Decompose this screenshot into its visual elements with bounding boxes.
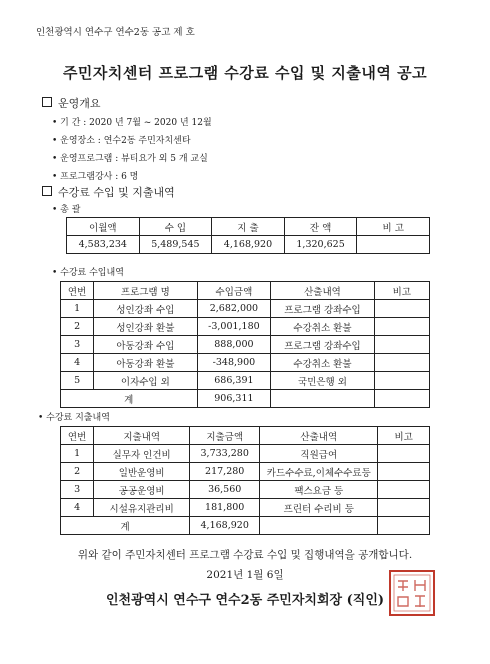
table-cell <box>378 463 430 481</box>
table-cell: 프로그램 강좌수입 <box>271 300 374 318</box>
table-header-cell: 이월액 <box>67 218 140 236</box>
table-row <box>61 445 430 463</box>
table-cell: 팩스요금 등 <box>260 481 378 499</box>
table-header-cell: 잔 액 <box>284 218 357 236</box>
official-seal-icon <box>388 569 436 617</box>
table-cell: 3,733,280 <box>190 445 260 463</box>
table-header-cell: 연번 <box>61 427 94 445</box>
table-header-row <box>67 218 430 236</box>
disclosure-statement: 위와 같이 주민자치센터 프로그램 수강료 수입 및 집행내역을 공개합니다. <box>77 549 413 561</box>
table-cell: 성인강좌 환불 <box>94 318 197 336</box>
table-header-cell: 연번 <box>61 282 94 300</box>
overview-item-text: 기 간 : 2020 년 7월 ~ 2020 년 12월 <box>60 118 212 128</box>
table-row <box>61 300 430 318</box>
section-overview-label: 운영개요 <box>58 97 101 110</box>
overview-item-text: 운영장소 : 연수2동 주민자치센타 <box>60 136 191 146</box>
income-label-text: 수강료 수입내역 <box>60 268 124 278</box>
table-row <box>61 318 430 336</box>
table-cell: 1,320,625 <box>284 236 357 254</box>
table-cell <box>357 236 430 254</box>
expense-table <box>60 426 430 535</box>
table-cell: 888,000 <box>197 336 271 354</box>
table-cell: 2,682,000 <box>197 300 271 318</box>
table-cell <box>260 517 378 535</box>
table-total-value: 906,311 <box>197 390 271 408</box>
table-cell: 카드수수료,이체수수료등 <box>260 463 378 481</box>
table-cell <box>271 390 374 408</box>
table-row <box>61 481 430 499</box>
table-cell: 3 <box>61 336 94 354</box>
table-header-cell: 수입금액 <box>197 282 271 300</box>
notice-number: 인천광역시 연수구 연수2동 공고 제 호 <box>36 27 195 38</box>
table-header-cell: 비고 <box>374 282 429 300</box>
table-header-cell: 지출내역 <box>94 427 190 445</box>
table-cell: 5,489,545 <box>139 236 212 254</box>
table-cell: 성인강좌 수입 <box>94 300 197 318</box>
income-table <box>60 281 430 408</box>
table-cell: -348,900 <box>197 354 271 372</box>
table-cell: 직원급여 <box>260 445 378 463</box>
summary-table <box>66 217 430 254</box>
table-row <box>61 499 430 517</box>
table-cell: 공공운영비 <box>94 481 190 499</box>
overview-item: • 운영프로그램 : 뷰티요가 외 5 개 교실 <box>52 154 208 164</box>
table-cell <box>378 445 430 463</box>
table-total-label: 계 <box>61 390 198 408</box>
overview-item: • 프로그램강사 : 6 명 <box>52 172 139 182</box>
table-header-cell: 비 고 <box>357 218 430 236</box>
table-cell: 4 <box>61 354 94 372</box>
table-cell: 5 <box>61 372 94 390</box>
table-header-cell: 프로그램 명 <box>94 282 197 300</box>
section-finance-heading <box>42 184 175 200</box>
table-cell: 실무자 인건비 <box>94 445 190 463</box>
table-cell: 4,583,234 <box>67 236 140 254</box>
table-cell: 프로그램 강좌수입 <box>271 336 374 354</box>
table-cell: 아동강좌 수입 <box>94 336 197 354</box>
checkbox-icon <box>42 186 52 196</box>
table-header-cell: 수 입 <box>139 218 212 236</box>
document-date: 2021년 1월 6일 <box>206 569 284 581</box>
table-row <box>67 236 430 254</box>
table-cell <box>378 499 430 517</box>
table-header-cell: 산출내역 <box>260 427 378 445</box>
table-cell: 아동강좌 환불 <box>94 354 197 372</box>
checkbox-icon <box>42 97 52 107</box>
table-cell: 시설유지관리비 <box>94 499 190 517</box>
table-row <box>61 372 430 390</box>
table-header-row <box>61 282 430 300</box>
table-header-row <box>61 427 430 445</box>
overview-item-text: 운영프로그램 : 뷰티요가 외 5 개 교실 <box>60 154 208 164</box>
table-header-cell: 산출내역 <box>271 282 374 300</box>
table-cell: 프린터 수리비 등 <box>260 499 378 517</box>
table-cell <box>378 517 430 535</box>
table-cell: 수강취소 환불 <box>271 318 374 336</box>
table-cell: 217,280 <box>190 463 260 481</box>
summary-label: • 총 괄 <box>52 205 81 215</box>
table-total-label: 계 <box>61 517 190 535</box>
table-cell: 181,800 <box>190 499 260 517</box>
table-cell <box>374 336 429 354</box>
table-cell: 4 <box>61 499 94 517</box>
table-cell: 1 <box>61 300 94 318</box>
table-cell: 일반운영비 <box>94 463 190 481</box>
overview-item-text: 프로그램강사 : 6 명 <box>60 172 139 182</box>
table-cell: 국민은행 외 <box>271 372 374 390</box>
table-row <box>61 463 430 481</box>
section-finance-label: 수강료 수입 및 지출내역 <box>58 186 175 199</box>
table-cell <box>374 390 429 408</box>
table-total-row <box>61 517 430 535</box>
summary-label-text: 총 괄 <box>60 205 81 215</box>
document-title: 주민자치센터 프로그램 수강료 수입 및 지출내역 공고 <box>62 64 428 82</box>
section-overview-heading <box>42 95 101 111</box>
overview-item: • 운영장소 : 연수2동 주민자치센타 <box>52 136 191 146</box>
expense-label: • 수강료 지출내역 <box>38 413 110 423</box>
table-cell: 2 <box>61 463 94 481</box>
table-header-cell: 지출금액 <box>190 427 260 445</box>
table-total-row <box>61 390 430 408</box>
table-cell <box>374 318 429 336</box>
income-label: • 수강료 수입내역 <box>52 268 124 278</box>
table-cell <box>378 481 430 499</box>
table-row <box>61 354 430 372</box>
table-cell: -3,001,180 <box>197 318 271 336</box>
table-row <box>61 336 430 354</box>
table-cell: 36,560 <box>190 481 260 499</box>
table-cell: 2 <box>61 318 94 336</box>
overview-item: • 기 간 : 2020 년 7월 ~ 2020 년 12월 <box>52 118 212 128</box>
table-cell: 3 <box>61 481 94 499</box>
table-cell <box>374 300 429 318</box>
table-cell <box>374 372 429 390</box>
table-cell <box>374 354 429 372</box>
table-header-cell: 지 출 <box>212 218 285 236</box>
table-cell: 수강취소 환불 <box>271 354 374 372</box>
expense-label-text: 수강료 지출내역 <box>46 413 110 423</box>
table-total-value: 4,168,920 <box>190 517 260 535</box>
table-header-cell: 비고 <box>378 427 430 445</box>
table-cell: 1 <box>61 445 94 463</box>
table-cell: 이자수입 외 <box>94 372 197 390</box>
table-cell: 4,168,920 <box>212 236 285 254</box>
signature-line: 인천광역시 연수구 연수2동 주민자치회장 (직인) <box>105 593 385 608</box>
table-cell: 686,391 <box>197 372 271 390</box>
